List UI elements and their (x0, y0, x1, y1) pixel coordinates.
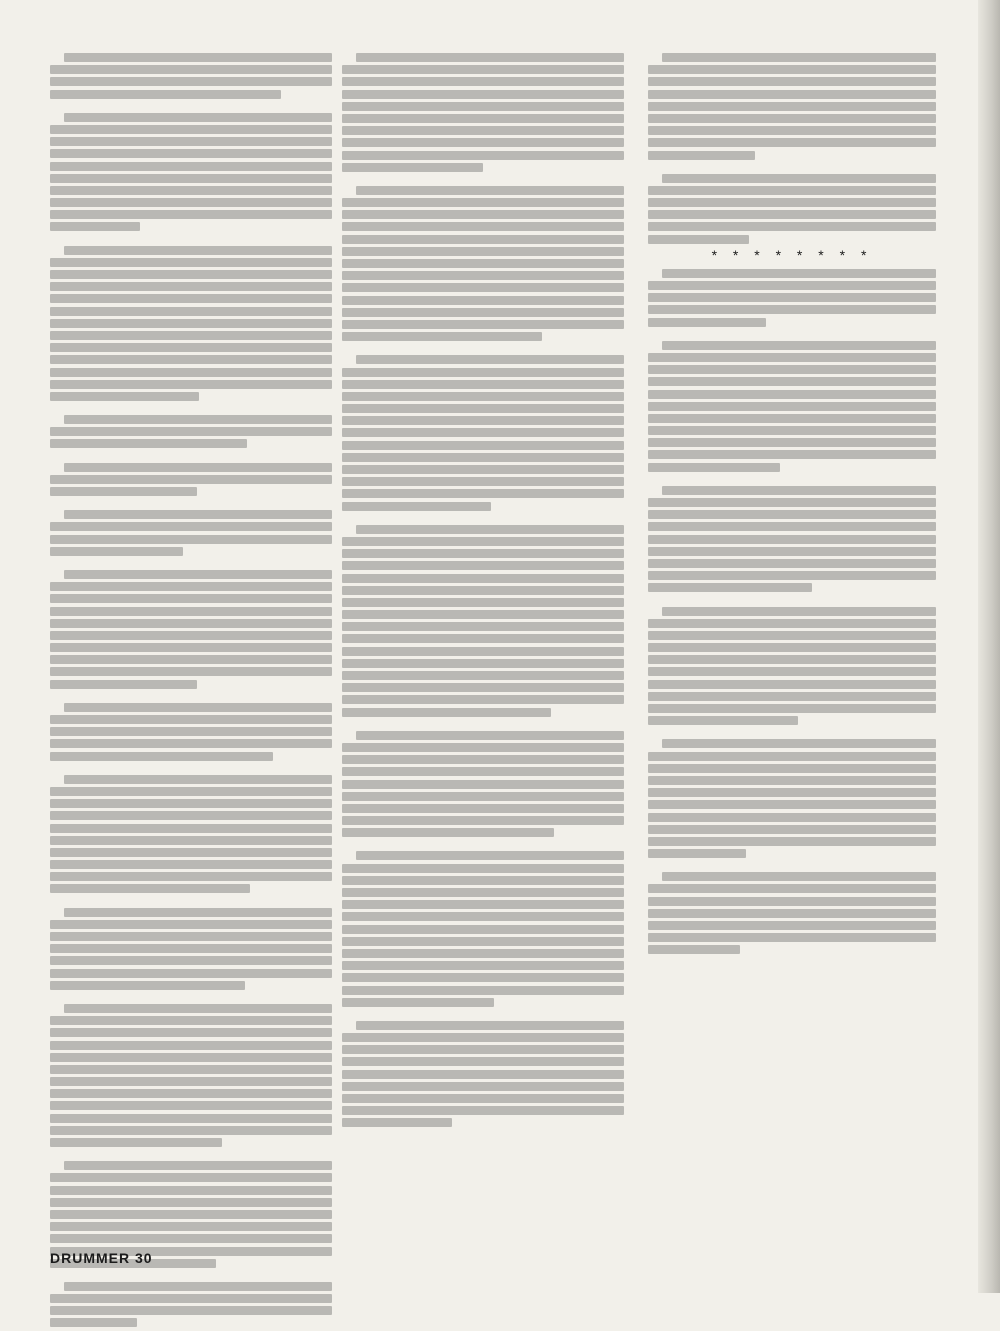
redacted-text-line (50, 368, 332, 377)
redacted-text-line (648, 535, 936, 544)
redacted-text-line (342, 1045, 624, 1054)
redacted-text-line (648, 583, 812, 592)
redacted-text-line (50, 355, 332, 364)
redacted-text-line (342, 368, 624, 377)
redacted-text-line (648, 921, 936, 930)
redacted-text-line (50, 307, 332, 316)
paragraph-gap (50, 1271, 332, 1279)
redacted-text-line (648, 151, 755, 160)
redacted-text-line (342, 695, 624, 704)
redacted-text-line (64, 703, 332, 712)
redacted-text-line (662, 739, 936, 748)
redacted-text-line (50, 535, 332, 544)
redacted-text-line (662, 607, 936, 616)
redacted-text-line (342, 308, 624, 317)
redacted-text-line (648, 522, 936, 531)
redacted-text-line (648, 945, 740, 954)
redacted-text-line (356, 1021, 624, 1030)
redacted-text-line (342, 163, 483, 172)
redacted-text-line (50, 872, 332, 881)
redacted-text-line (648, 390, 936, 399)
redacted-text-line (648, 114, 936, 123)
redacted-text-line (50, 210, 332, 219)
redacted-text-line (342, 222, 624, 231)
redacted-text-line (50, 799, 332, 808)
redacted-text-line (342, 574, 624, 583)
redacted-text-line (50, 619, 332, 628)
paragraph-gap (50, 559, 332, 567)
redacted-text-line (342, 634, 624, 643)
redacted-text-line (342, 259, 624, 268)
redacted-text-line (648, 680, 936, 689)
redacted-text-line (648, 498, 936, 507)
redacted-text-line (50, 222, 140, 231)
redacted-text-line (648, 909, 936, 918)
paragraph-gap (50, 404, 332, 412)
paragraph-gap (342, 175, 624, 183)
redacted-text-line (50, 174, 332, 183)
redacted-text-line (342, 622, 624, 631)
redacted-text-line (50, 932, 332, 941)
redacted-text-line (50, 380, 332, 389)
redacted-text-line (648, 126, 936, 135)
redacted-text-line (342, 1033, 624, 1042)
redacted-text-line (50, 258, 332, 267)
redacted-text-line (648, 800, 936, 809)
redacted-text-line (50, 667, 332, 676)
redacted-text-line (662, 486, 936, 495)
redacted-text-line (50, 727, 332, 736)
paragraph-gap (342, 840, 624, 848)
redacted-text-line (342, 296, 624, 305)
redacted-text-line (50, 90, 281, 99)
redacted-text-line (50, 1028, 332, 1037)
redacted-text-line (342, 126, 624, 135)
redacted-text-line (50, 824, 332, 833)
redacted-text-line (50, 836, 332, 845)
redacted-text-line (342, 210, 624, 219)
redacted-text-line (342, 271, 624, 280)
redacted-text-line (648, 619, 936, 628)
redacted-text-line (50, 1114, 332, 1123)
redacted-text-line (50, 607, 332, 616)
redacted-text-line (662, 174, 936, 183)
redacted-text-line (342, 647, 624, 656)
redacted-text-line (342, 1057, 624, 1066)
redacted-text-line (342, 404, 624, 413)
redacted-text-line (342, 320, 624, 329)
redacted-text-line (342, 138, 624, 147)
redacted-text-line (356, 355, 624, 364)
redacted-text-line (50, 427, 332, 436)
paragraph-gap (648, 475, 936, 483)
redacted-text-line (342, 925, 624, 934)
paragraph-gap (342, 344, 624, 352)
redacted-text-line (648, 788, 936, 797)
redacted-text-line (342, 876, 624, 885)
redacted-text-line (50, 547, 183, 556)
redacted-text-line (50, 162, 332, 171)
redacted-text-line (342, 235, 624, 244)
redacted-text-line (50, 715, 332, 724)
page-folio: DRUMMER 30 (50, 1250, 153, 1266)
paragraph-gap (50, 1150, 332, 1158)
redacted-text-line (342, 489, 624, 498)
paragraph-gap (50, 692, 332, 700)
redacted-text-line (342, 973, 624, 982)
redacted-text-line (50, 956, 332, 965)
redacted-text-line (50, 1126, 332, 1135)
redacted-text-line (648, 438, 936, 447)
redacted-text-line (50, 1186, 332, 1195)
redacted-text-line (342, 428, 624, 437)
redacted-text-line (648, 293, 936, 302)
redacted-text-line (342, 453, 624, 462)
redacted-text-line (648, 849, 746, 858)
redacted-text-line (662, 269, 936, 278)
redacted-text-line (342, 561, 624, 570)
redacted-text-line (648, 305, 936, 314)
redacted-text-line (64, 463, 332, 472)
redacted-text-line (662, 341, 936, 350)
redacted-text-line (342, 441, 624, 450)
redacted-text-line (50, 282, 332, 291)
redacted-text-line (648, 414, 936, 423)
paragraph-gap (50, 499, 332, 507)
redacted-text-line (50, 149, 332, 158)
redacted-text-line (342, 961, 624, 970)
redacted-text-line (342, 502, 491, 511)
redacted-text-line (50, 343, 332, 352)
redacted-text-line (648, 837, 936, 846)
redacted-text-line (50, 319, 332, 328)
redacted-text-line (342, 888, 624, 897)
redacted-text-line (342, 283, 624, 292)
redacted-text-line (648, 198, 936, 207)
redacted-text-line (342, 949, 624, 958)
redacted-text-line (648, 210, 936, 219)
redacted-text-line (648, 559, 936, 568)
redacted-text-line (342, 755, 624, 764)
article-column-2 (342, 50, 624, 1131)
redacted-text-line (50, 137, 332, 146)
redacted-text-line (342, 477, 624, 486)
redacted-text-line (356, 525, 624, 534)
paragraph-gap (50, 102, 332, 110)
redacted-text-line (50, 392, 199, 401)
redacted-text-line (648, 222, 936, 231)
redacted-text-line (648, 365, 936, 374)
redacted-text-line (50, 594, 332, 603)
redacted-text-line (64, 775, 332, 784)
redacted-text-line (648, 450, 936, 459)
paragraph-gap (50, 897, 332, 905)
redacted-text-line (342, 671, 624, 680)
paragraph-gap (50, 993, 332, 1001)
redacted-text-line (50, 944, 332, 953)
redacted-text-line (342, 598, 624, 607)
paragraph-gap (648, 163, 936, 171)
redacted-text-line (342, 1094, 624, 1103)
redacted-text-line (50, 294, 332, 303)
redacted-text-line (50, 439, 247, 448)
redacted-text-line (342, 392, 624, 401)
redacted-text-line (50, 631, 332, 640)
redacted-text-line (342, 708, 551, 717)
redacted-text-line (648, 426, 936, 435)
redacted-text-line (64, 510, 332, 519)
redacted-text-line (50, 680, 197, 689)
redacted-text-line (648, 353, 936, 362)
section-separator: * * * * * * * * (711, 246, 873, 263)
redacted-text-line (64, 246, 332, 255)
redacted-text-line (648, 571, 936, 580)
redacted-text-line (50, 77, 332, 86)
redacted-text-line (342, 683, 624, 692)
redacted-text-line (342, 792, 624, 801)
redacted-text-line (342, 828, 554, 837)
redacted-text-line (342, 465, 624, 474)
redacted-text-line (342, 767, 624, 776)
redacted-text-line (64, 1282, 332, 1291)
redacted-text-line (50, 186, 332, 195)
redacted-text-line (50, 522, 332, 531)
redacted-text-line (64, 570, 332, 579)
redacted-text-line (50, 655, 332, 664)
redacted-text-line (50, 1222, 332, 1231)
redacted-text-line (50, 787, 332, 796)
article-column-3 (648, 50, 936, 958)
redacted-text-line (50, 643, 332, 652)
redacted-text-line (648, 813, 936, 822)
redacted-text-line (50, 1210, 332, 1219)
redacted-text-line (342, 332, 542, 341)
redacted-text-line (648, 77, 936, 86)
redacted-text-line (342, 780, 624, 789)
redacted-text-line (50, 1041, 332, 1050)
redacted-text-line (50, 1138, 222, 1147)
redacted-text-line (50, 920, 332, 929)
redacted-text-line (342, 549, 624, 558)
paragraph-gap (648, 728, 936, 736)
redacted-text-line (342, 1106, 624, 1115)
redacted-text-line (64, 1004, 332, 1013)
redacted-text-line (64, 113, 332, 122)
redacted-text-line (50, 860, 332, 869)
redacted-text-line (64, 415, 332, 424)
redacted-text-line (50, 969, 332, 978)
redacted-text-line (342, 247, 624, 256)
redacted-text-line (50, 1234, 332, 1243)
redacted-text-line (648, 510, 936, 519)
redacted-text-line (50, 811, 332, 820)
redacted-text-line (342, 65, 624, 74)
scan-edge (978, 0, 1000, 1293)
paragraph-gap (50, 235, 332, 243)
redacted-text-line (648, 704, 936, 713)
redacted-text-line (50, 270, 332, 279)
redacted-text-line (342, 912, 624, 921)
redacted-text-line (342, 804, 624, 813)
redacted-text-line (648, 235, 749, 244)
redacted-text-line (342, 998, 494, 1007)
redacted-text-line (50, 331, 332, 340)
redacted-text-line (342, 659, 624, 668)
redacted-text-line (342, 864, 624, 873)
paragraph-gap (342, 1010, 624, 1018)
paragraph-gap (50, 452, 332, 460)
redacted-text-line (50, 582, 332, 591)
redacted-text-line (648, 716, 798, 725)
redacted-text-line (50, 1198, 332, 1207)
paragraph-gap (648, 330, 936, 338)
redacted-text-line (648, 402, 936, 411)
redacted-text-line (64, 908, 332, 917)
redacted-text-line (342, 586, 624, 595)
redacted-text-line (50, 65, 332, 74)
redacted-text-line (342, 743, 624, 752)
redacted-text-line (356, 731, 624, 740)
redacted-text-line (356, 851, 624, 860)
redacted-text-line (50, 1053, 332, 1062)
redacted-text-line (50, 1016, 332, 1025)
redacted-text-line (50, 1318, 137, 1327)
redacted-text-line (50, 848, 332, 857)
redacted-text-line (648, 825, 936, 834)
redacted-text-line (342, 537, 624, 546)
redacted-text-line (50, 1089, 332, 1098)
redacted-text-line (342, 380, 624, 389)
redacted-text-line (342, 114, 624, 123)
redacted-text-line (648, 897, 936, 906)
redacted-text-line (50, 1077, 332, 1086)
redacted-text-line (648, 667, 936, 676)
redacted-text-line (648, 281, 936, 290)
article-column-1 (50, 50, 332, 1331)
redacted-text-line (662, 872, 936, 881)
redacted-text-line (342, 77, 624, 86)
redacted-text-line (50, 739, 332, 748)
redacted-text-line (648, 643, 936, 652)
paragraph-gap (50, 764, 332, 772)
paragraph-gap (342, 514, 624, 522)
redacted-text-line (356, 53, 624, 62)
redacted-text-line (662, 53, 936, 62)
redacted-text-line (50, 884, 250, 893)
redacted-text-line (342, 610, 624, 619)
redacted-text-line (648, 463, 780, 472)
paragraph-gap (648, 861, 936, 869)
redacted-text-line (648, 547, 936, 556)
redacted-text-line (342, 1118, 452, 1127)
redacted-text-line (648, 933, 936, 942)
redacted-text-line (356, 186, 624, 195)
redacted-text-line (50, 198, 332, 207)
redacted-text-line (648, 318, 766, 327)
redacted-text-line (50, 1065, 332, 1074)
redacted-text-line (648, 655, 936, 664)
redacted-text-line (648, 90, 936, 99)
redacted-text-line (64, 1161, 332, 1170)
redacted-text-line (648, 692, 936, 701)
redacted-text-line (50, 1294, 332, 1303)
redacted-text-line (342, 102, 624, 111)
paragraph-gap (648, 596, 936, 604)
redacted-text-line (648, 764, 936, 773)
redacted-text-line (64, 53, 332, 62)
redacted-text-line (342, 151, 624, 160)
redacted-text-line (342, 986, 624, 995)
paragraph-gap (342, 720, 624, 728)
redacted-text-line (648, 186, 936, 195)
redacted-text-line (342, 198, 624, 207)
redacted-text-line (342, 937, 624, 946)
redacted-text-line (50, 752, 273, 761)
redacted-text-line (50, 1101, 332, 1110)
redacted-text-line (342, 1070, 624, 1079)
redacted-text-line (648, 377, 936, 386)
redacted-text-line (342, 416, 624, 425)
redacted-text-line (648, 138, 936, 147)
redacted-text-line (648, 884, 936, 893)
redacted-text-line (50, 1306, 332, 1315)
redacted-text-line (50, 981, 245, 990)
redacted-text-line (648, 631, 936, 640)
redacted-text-line (648, 776, 936, 785)
redacted-text-line (342, 900, 624, 909)
redacted-text-line (50, 125, 332, 134)
redacted-text-line (648, 752, 936, 761)
redacted-text-line (50, 487, 197, 496)
redacted-text-line (648, 102, 936, 111)
redacted-text-line (50, 475, 332, 484)
redacted-text-line (342, 1082, 624, 1091)
redacted-text-line (648, 65, 936, 74)
redacted-text-line (50, 1173, 332, 1182)
redacted-text-line (342, 816, 624, 825)
redacted-text-line (342, 90, 624, 99)
